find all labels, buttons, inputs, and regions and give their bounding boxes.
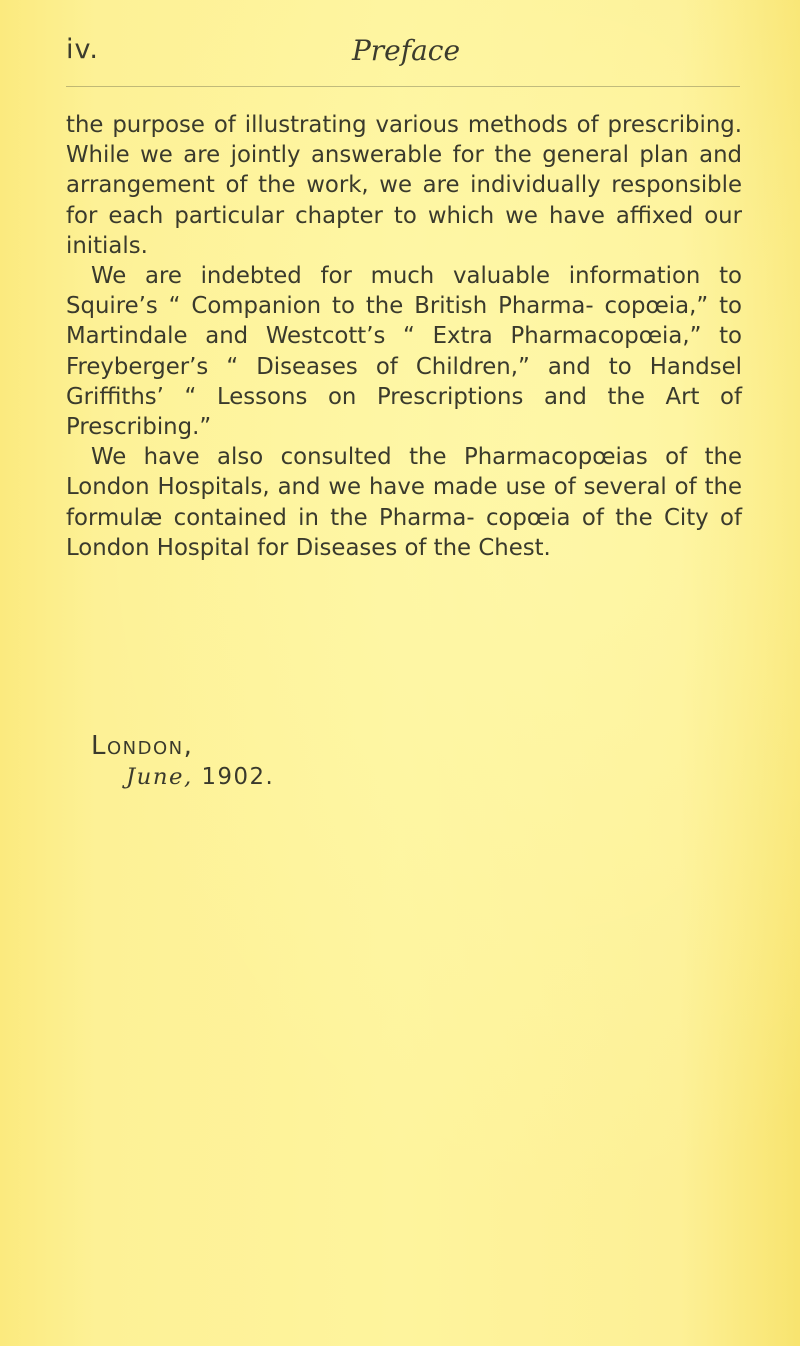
signoff-month: June, xyxy=(126,764,193,790)
paragraph-1: the purpose of illustrating various methods of prescribing. While we are jointly answerable for the general plan and arrangement of the work, we are individually responsible for each particular chapter to which we have affixed our initials. xyxy=(66,112,742,259)
signoff-place: London, xyxy=(91,731,194,761)
running-title: Preface xyxy=(351,34,461,67)
signoff-date xyxy=(126,762,466,792)
signoff xyxy=(66,730,466,792)
signoff-year: 1902. xyxy=(201,764,275,790)
paragraph-2: We are indebted for much valuable information to Squire’s “ Companion to the British Pharma- copœia,” to Martindale and Westcott’s “ Extra Pharmacopœia,” to Freyberger’s “ Diseases of Children,” and to Handsel Griffiths’ “ Lessons on Prescriptions and the Art of Prescribing.” xyxy=(66,263,742,441)
preface-body xyxy=(66,110,742,563)
page-number: iv. xyxy=(66,34,99,65)
header-rule xyxy=(66,86,740,87)
running-head xyxy=(66,34,746,74)
paragraph-3: We have also consulted the Pharmacopœias of the London Hospitals, and we have made use of several of the formulæ contained in the Pharma- copœia of the City of London Hospital for Diseases of the Chest. xyxy=(66,444,742,561)
